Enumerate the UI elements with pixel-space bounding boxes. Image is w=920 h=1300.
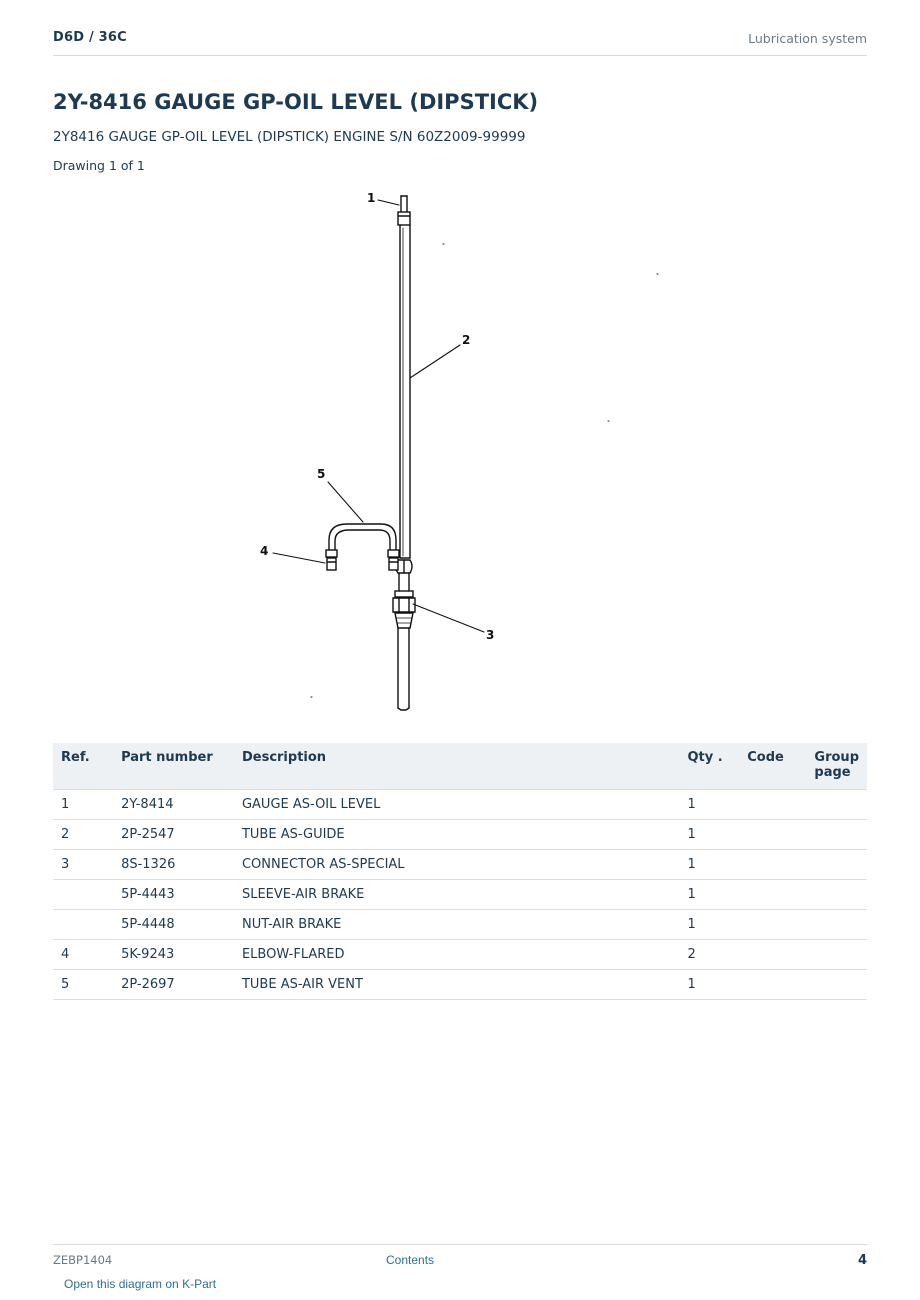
contents-link[interactable]: Contents xyxy=(386,1253,435,1267)
col-header-group-page: Group page xyxy=(814,750,859,780)
footer-divider xyxy=(53,1244,867,1245)
cell-group-page xyxy=(806,910,867,940)
cell-code xyxy=(739,940,806,970)
cell-code xyxy=(739,970,806,1000)
cell-part-number: 2P-2697 xyxy=(113,970,234,1000)
callout-4: 4 xyxy=(260,544,269,558)
cell-ref xyxy=(53,880,113,910)
header-section: Lubrication system xyxy=(748,31,867,46)
header-model: D6D / 36C xyxy=(53,30,127,45)
cell-code xyxy=(739,880,806,910)
cell-ref xyxy=(53,910,113,940)
cell-group-page xyxy=(806,880,867,910)
flared-elbow-right xyxy=(388,550,399,570)
cell-part-number: 5K-9243 xyxy=(113,940,234,970)
table-row xyxy=(53,970,867,1000)
dipstick-handle xyxy=(398,196,410,225)
cell-description: SLEEVE-AIR BRAKE xyxy=(234,880,680,910)
col-header-description: Description xyxy=(241,750,327,765)
cell-ref: 5 xyxy=(53,970,113,1000)
cell-ref: 2 xyxy=(53,820,113,850)
cell-qty: 2 xyxy=(679,940,739,970)
table-row xyxy=(53,790,867,820)
cell-part-number: 5P-4448 xyxy=(113,910,234,940)
callout-1: 1 xyxy=(367,191,376,205)
cell-group-page xyxy=(806,970,867,1000)
col-header-ref: Ref. xyxy=(61,750,90,765)
cell-qty: 1 xyxy=(679,880,739,910)
callout-2: 2 xyxy=(462,333,471,347)
cell-qty: 1 xyxy=(679,820,739,850)
cell-group-page xyxy=(806,790,867,820)
cell-description: TUBE AS-GUIDE xyxy=(234,820,680,850)
table-row xyxy=(53,940,867,970)
table-header-row xyxy=(53,743,867,790)
special-connector xyxy=(393,591,415,628)
footer-doc-id: ZEBP1404 xyxy=(53,1253,113,1267)
cell-qty: 1 xyxy=(679,970,739,1000)
page-subtitle: 2Y8416 GAUGE GP-OIL LEVEL (DIPSTICK) ENGINE S/N 60Z2009-99999 xyxy=(53,129,526,145)
col-header-qty: Qty . xyxy=(687,750,723,765)
cell-ref: 1 xyxy=(53,790,113,820)
open-k-part-link[interactable]: Open this diagram on K-Part xyxy=(64,1277,217,1291)
table-row xyxy=(53,850,867,880)
cell-description: NUT-AIR BRAKE xyxy=(234,910,680,940)
cell-group-page xyxy=(806,820,867,850)
guide-tube xyxy=(400,225,410,558)
table-row xyxy=(53,820,867,850)
scan-specks xyxy=(311,244,658,697)
cell-description: GAUGE AS-OIL LEVEL xyxy=(234,790,680,820)
cell-part-number: 8S-1326 xyxy=(113,850,234,880)
cell-group-page xyxy=(806,850,867,880)
cell-code xyxy=(739,910,806,940)
cell-group-page xyxy=(806,940,867,970)
cell-part-number: 2P-2547 xyxy=(113,820,234,850)
page-title: 2Y-8416 GAUGE GP-OIL LEVEL (DIPSTICK) xyxy=(53,90,539,114)
page-number: 4 xyxy=(857,1253,867,1268)
table-row xyxy=(53,880,867,910)
cell-description: TUBE AS-AIR VENT xyxy=(234,970,680,1000)
cell-description: CONNECTOR AS-SPECIAL xyxy=(234,850,680,880)
cell-code xyxy=(739,850,806,880)
air-vent-tube xyxy=(329,524,396,551)
cell-code xyxy=(739,790,806,820)
col-header-part-number: Part number xyxy=(121,750,213,765)
cell-qty: 1 xyxy=(679,850,739,880)
callout-3: 3 xyxy=(486,628,495,642)
cell-ref: 4 xyxy=(53,940,113,970)
cell-part-number: 5P-4443 xyxy=(113,880,234,910)
cell-ref: 3 xyxy=(53,850,113,880)
cell-description: ELBOW-FLARED xyxy=(234,940,680,970)
cell-code xyxy=(739,820,806,850)
flared-elbow-left xyxy=(326,550,337,570)
cell-qty: 1 xyxy=(679,910,739,940)
col-header-code: Code xyxy=(747,750,784,765)
cell-part-number: 2Y-8414 xyxy=(113,790,234,820)
table-row xyxy=(53,910,867,940)
callout-leaders xyxy=(273,200,484,632)
drawing-label: Drawing 1 of 1 xyxy=(53,158,145,173)
parts-table xyxy=(53,743,867,1000)
callout-5: 5 xyxy=(317,467,326,481)
cell-qty: 1 xyxy=(679,790,739,820)
